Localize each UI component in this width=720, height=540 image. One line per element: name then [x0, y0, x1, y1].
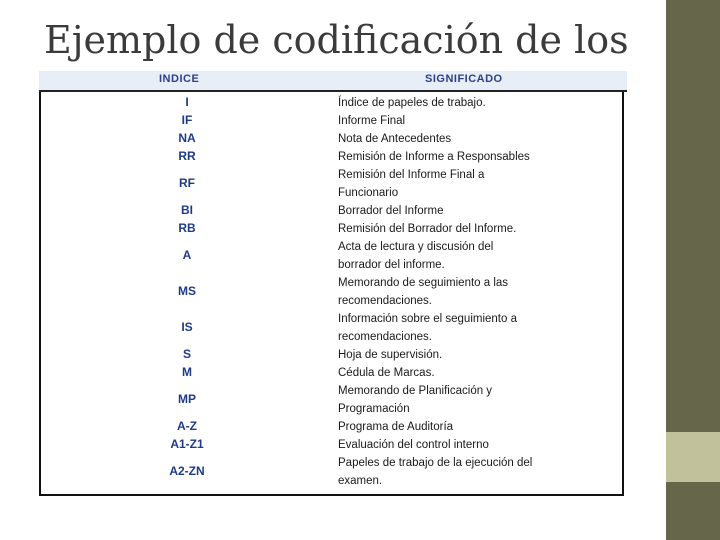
row-meaning: Remisión del Informe Final a — [338, 169, 485, 181]
row-code: IS — [181, 320, 193, 334]
table-row — [41, 436, 622, 454]
row-code: RR — [178, 149, 196, 163]
row-meaning: Memorando de Planificación y — [338, 385, 493, 397]
row-meaning: Borrador del Informe — [338, 205, 444, 217]
table-row — [41, 148, 622, 166]
row-meaning: Memorando de seguimiento a las — [338, 277, 509, 289]
table-row — [41, 166, 622, 202]
slide-title: Ejemplo de codificación de los — [44, 18, 629, 62]
row-code: I — [185, 95, 189, 109]
row-meaning: Programa de Auditoría — [338, 421, 454, 433]
row-meaning: borrador del informe. — [338, 259, 445, 271]
row-meaning: Cédula de Marcas. — [338, 367, 435, 379]
row-meaning: Información sobre el seguimiento a — [338, 313, 517, 325]
row-meaning: Programación — [338, 403, 410, 415]
row-code: A1-Z1 — [170, 437, 204, 451]
row-code: A — [182, 248, 192, 262]
row-meaning: Índice de papeles de trabajo. — [338, 97, 486, 109]
row-code: A-Z — [177, 419, 197, 433]
row-code: S — [182, 347, 191, 361]
table-row — [41, 238, 622, 274]
coding-table — [39, 71, 627, 498]
row-code: IF — [181, 113, 193, 127]
table-row — [41, 310, 622, 346]
table-row — [41, 130, 622, 148]
table-row — [41, 202, 622, 220]
row-code: MS — [178, 284, 196, 298]
row-code: A2-ZN — [169, 464, 205, 478]
header-indice: INDICE — [159, 73, 200, 85]
row-meaning: Evaluación del control interno — [338, 439, 489, 451]
row-code: NA — [178, 131, 196, 145]
row-meaning: Nota de Antecedentes — [338, 133, 452, 145]
table-header-row — [39, 71, 627, 92]
row-meaning: Informe Final — [338, 115, 406, 127]
row-meaning: recomendaciones. — [338, 331, 432, 343]
side-accent-block — [666, 432, 720, 482]
row-code: RF — [179, 176, 195, 190]
table-row — [41, 364, 622, 382]
table-row — [41, 346, 622, 364]
table-row — [41, 382, 622, 418]
header-significado: SIGNIFICADO — [425, 73, 503, 85]
row-meaning: Remisión de Informe a Responsables — [338, 151, 530, 163]
row-meaning: Acta de lectura y discusión del — [338, 241, 494, 253]
row-code: BI — [181, 203, 193, 217]
row-code: M — [182, 365, 192, 379]
row-code: RB — [178, 221, 196, 235]
table-row — [41, 418, 622, 436]
table-body — [39, 92, 624, 496]
row-meaning: examen. — [338, 475, 383, 487]
table-row — [41, 454, 622, 490]
table-row — [41, 274, 622, 310]
row-meaning: Remisión del Borrador del Informe. — [338, 223, 517, 235]
row-meaning: Hoja de supervisión. — [338, 349, 443, 361]
row-code: MP — [178, 392, 196, 406]
row-meaning: Funcionario — [338, 187, 399, 199]
row-meaning: recomendaciones. — [338, 295, 432, 307]
table-row — [41, 112, 622, 130]
table-row — [41, 220, 622, 238]
row-meaning: Papeles de trabajo de la ejecución del — [338, 457, 533, 469]
table-row — [41, 94, 622, 112]
